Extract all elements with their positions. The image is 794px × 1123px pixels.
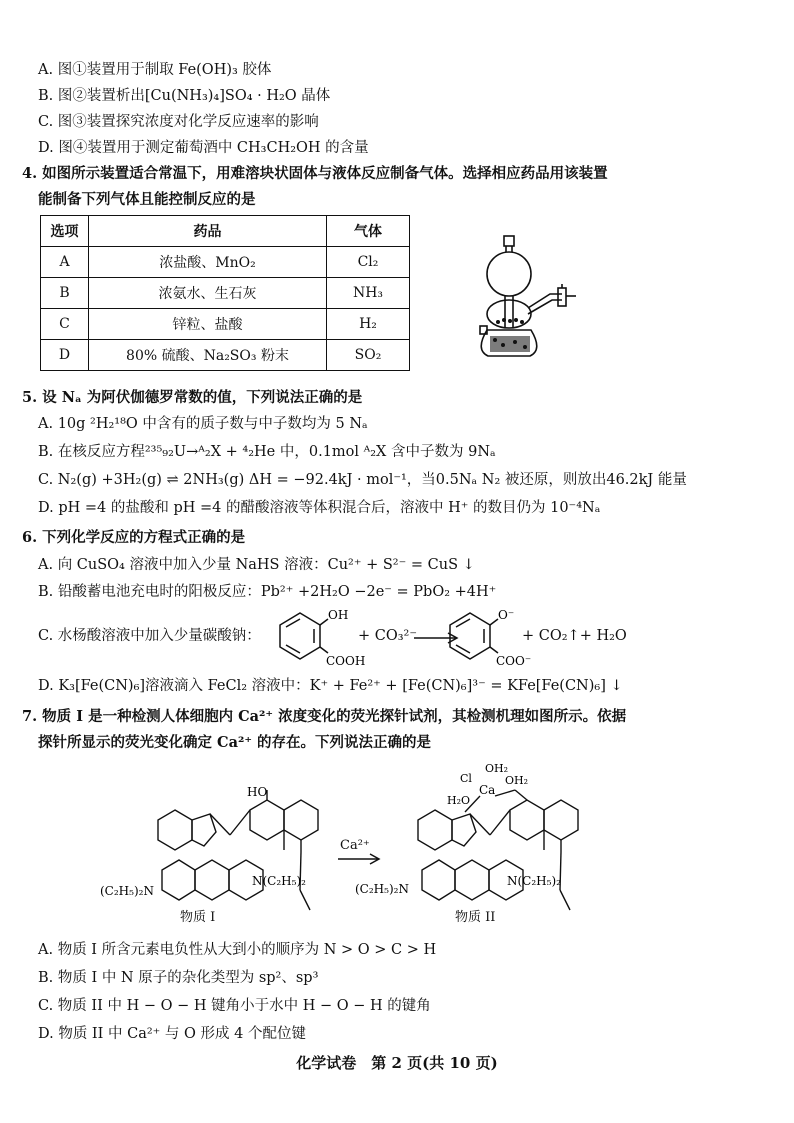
water-ligand-label: OH₂ (485, 762, 509, 775)
kipp-apparatus-figure (470, 230, 590, 360)
q7-option-d: D. 物质 II 中 Ca²⁺ 与 O 形成 4 个配位键 (38, 1026, 306, 1042)
q6-option-d: D. K₃[Fe(CN)₆]溶液滴入 FeCl₂ 溶液中：K⁺ + Fe²⁺ + [Fe(CN)₆]³⁻ = KFe[Fe(CN)₆] ↓ (38, 678, 623, 694)
hydroxyl-label: OH (328, 608, 349, 622)
q5-option-c: C. N₂(g) +3H₂(g) ⇌ 2NH₃(g) ΔH = −92.4kJ · mol⁻¹，当0.5Nₐ N₂ 被还原，则放出46.2kJ 能量 (38, 472, 687, 488)
calcium-arrow-label: Ca²⁺ (340, 838, 370, 853)
substance-i-label: 物质 I (180, 910, 216, 925)
chloride-ligand-label: Cl (460, 772, 472, 785)
q4-stem-line1: 4. 如图所示装置适合常温下，用难溶块状固体与液体反应制备气体。选择相应药品用该装置 (22, 165, 608, 182)
diethylamino-label: (C₂H₅)₂N (355, 882, 409, 896)
table-cell: 浓盐酸、MnO₂ (89, 247, 327, 278)
calcium-center-label: Ca (479, 783, 496, 797)
water-ligand-label: H₂O (447, 794, 471, 807)
carboxylate-label: COO⁻ (496, 654, 532, 668)
table-cell: Cl₂ (327, 247, 410, 278)
q7-option-b: B. 物质 I 中 N 原子的杂化类型为 sp²、sp³ (38, 970, 319, 986)
q6-option-c-carbonate: + CO₃²⁻ (358, 628, 418, 644)
q3-option-c: C. 图③装置探究浓度对化学反应速率的影响 (38, 114, 319, 130)
carboxyl-label: COOH (326, 654, 366, 668)
table-header: 选项 (41, 216, 89, 247)
table-cell: 浓氨水、生石灰 (89, 278, 327, 309)
q3-option-d: D. 图④装置用于测定葡萄酒中 CH₃CH₂OH 的含量 (38, 140, 369, 156)
q3-option-a: A. 图①装置用于制取 Fe(OH)₃ 胶体 (38, 62, 272, 78)
salicylic-acid-structure (270, 605, 366, 668)
table-header-row (41, 216, 410, 247)
q5-stem: 5. 设 Nₐ 为阿伏伽德罗常数的值，下列说法正确的是 (22, 389, 363, 406)
phenoxide-label: O⁻ (498, 608, 515, 622)
table-header: 气体 (327, 216, 410, 247)
q7-stem-line1: 7. 物质 I 是一种检测人体细胞内 Ca²⁺ 浓度变化的荧光探针试剂，其检测机理如图所示。依据 (22, 708, 627, 725)
table-header: 药品 (89, 216, 327, 247)
q6-option-a: A. 向 CuSO₄ 溶液中加入少量 NaHS 溶液：Cu²⁺ + S²⁻ = CuS ↓ (38, 557, 475, 573)
table-row (41, 340, 410, 371)
water-ligand-label: OH₂ (505, 774, 529, 787)
q7-stem-line2: 探针所显示的荧光变化确定 Ca²⁺ 的存在。下列说法正确的是 (38, 734, 432, 751)
table-cell: NH₃ (327, 278, 410, 309)
table-row (41, 278, 410, 309)
diethylamino-label: N(C₂H₅)₂ (507, 874, 561, 888)
q6-option-c-products: + CO₂↑+ H₂O (522, 628, 627, 644)
table-row (41, 247, 410, 278)
substance-ii-label: 物质 II (455, 910, 496, 925)
q7-option-a: A. 物质 I 所含元素电负性从大到小的顺序为 N > O > C > H (38, 942, 437, 958)
hydroxyl-label: HO (247, 785, 268, 799)
q6-option-b: B. 铅酸蓄电池充电时的阳极反应：Pb²⁺ +2H₂O −2e⁻ = PbO₂ +4H⁺ (38, 584, 497, 600)
substance-i-structure (100, 780, 340, 930)
q6-option-c-text: C. 水杨酸溶液中加入少量碳酸钠： (38, 628, 261, 644)
q5-option-a: A. 10g ²H₂¹⁸O 中含有的质子数与中子数均为 5 Nₐ (38, 416, 368, 432)
q5-option-d: D. pH =4 的盐酸和 pH =4 的醋酸溶液等体积混合后，溶液中 H⁺ 的数目仍为 10⁻⁴Nₐ (38, 500, 601, 516)
table-cell: C (41, 309, 89, 340)
table-cell: A (41, 247, 89, 278)
page-footer: 化学试卷 第 2 页(共 10 页) (296, 1054, 498, 1072)
q4-stem-line2: 能制备下列气体且能控制反应的是 (38, 191, 256, 208)
table-cell: SO₂ (327, 340, 410, 371)
q6-stem: 6. 下列化学反应的方程式正确的是 (22, 529, 246, 546)
q4-options-table (40, 215, 410, 371)
diethylamino-label: (C₂H₅)₂N (100, 884, 154, 898)
q5-option-b: B. 在核反应方程²³⁵₉₂U→ᴬ₂X + ⁴₂He 中，0.1mol ᴬ₂X 含中子数为 9Nₐ (38, 444, 496, 460)
q7-option-c: C. 物质 II 中 H − O − H 键角小于水中 H − O − H 的键角 (38, 998, 431, 1014)
diethylamino-label: N(C₂H₅)₂ (252, 874, 306, 888)
substance-ii-structure (355, 760, 605, 930)
table-row (41, 309, 410, 340)
table-cell: D (41, 340, 89, 371)
table-cell: 锌粒、盐酸 (89, 309, 327, 340)
q3-option-b: B. 图②装置析出[Cu(NH₃)₄]SO₄ · H₂O 晶体 (38, 88, 331, 104)
table-cell: 80% 硫酸、Na₂SO₃ 粉末 (89, 340, 327, 371)
table-cell: H₂ (327, 309, 410, 340)
table-cell: B (41, 278, 89, 309)
